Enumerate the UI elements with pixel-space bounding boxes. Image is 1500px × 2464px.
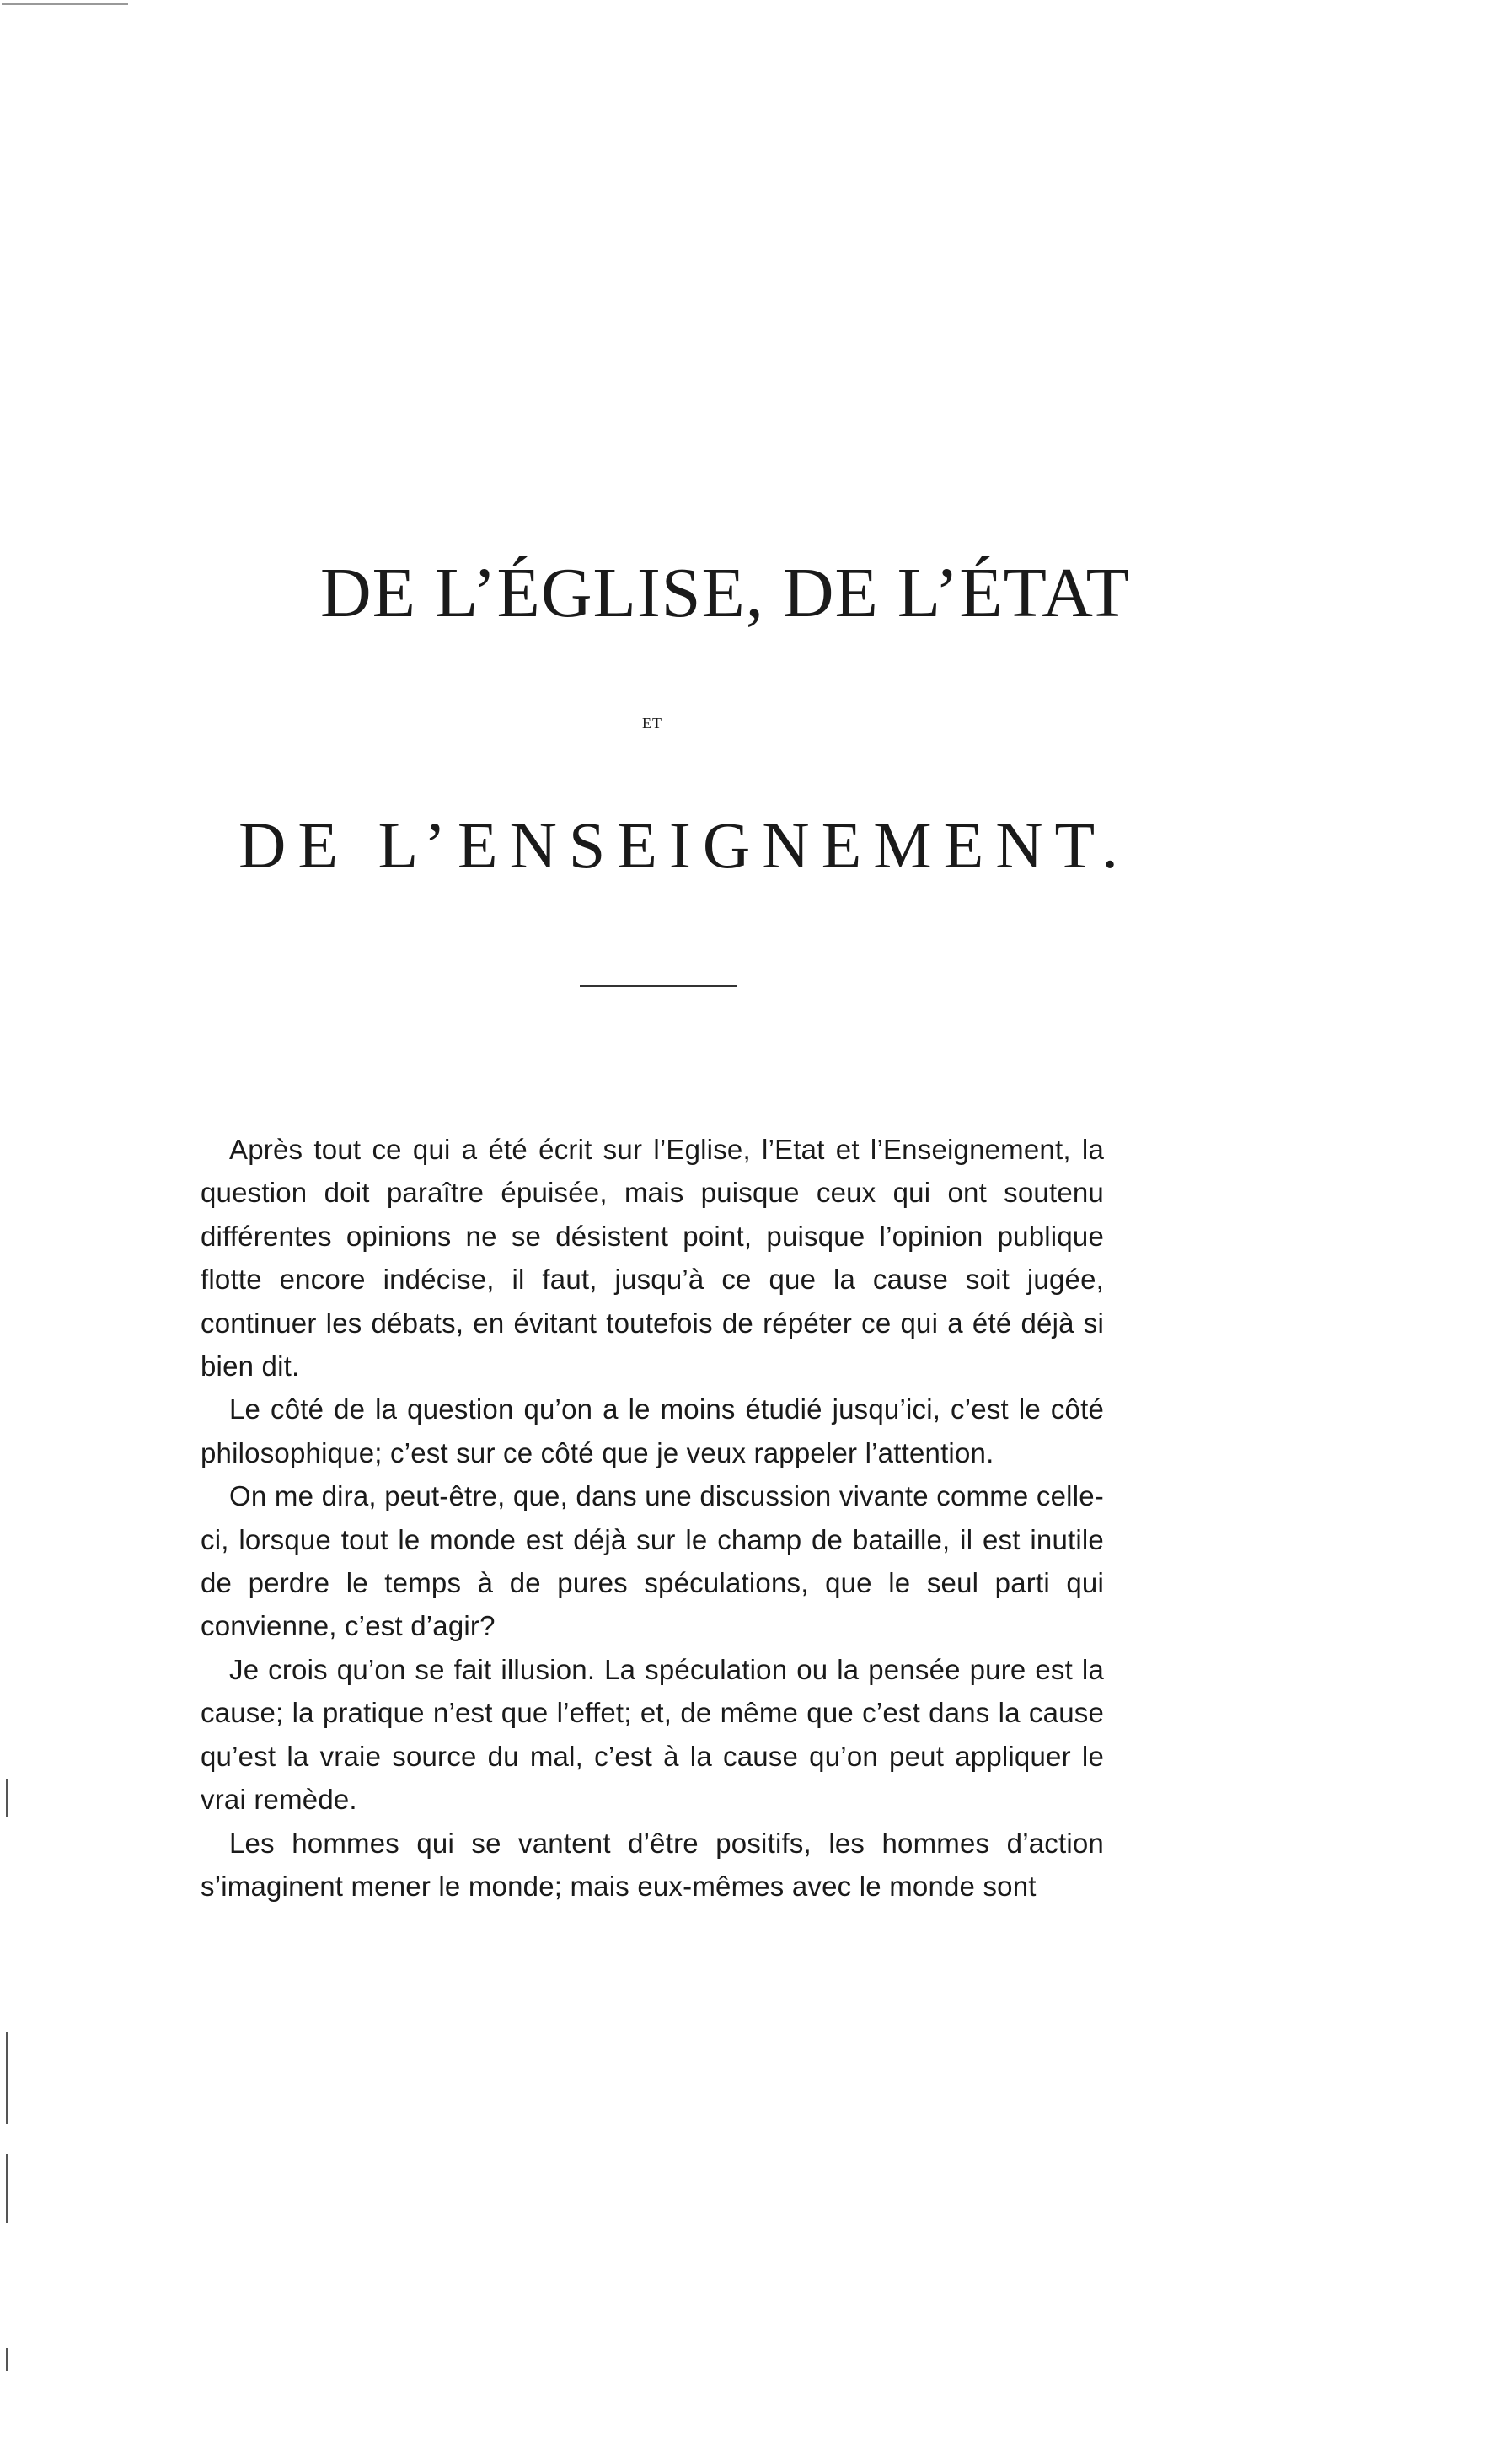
margin-mark: [6, 2032, 8, 2124]
paragraph-4: Je crois qu’on se fait illusion. La spéculation ou la pensée pure est la cause; la pratique n’est que l’effet; et, de même que c’est dans la cause qu’est la vraie source du mal, c’est à la cause qu’on peut appliquer le vrai remède.: [201, 1653, 1104, 1816]
title-divider: [580, 985, 737, 987]
paragraph-2: Le côté de la question qu’on a le moins étudié jusqu’ici, c’est le côté philosophique; c’est sur ce côté que je veux rappeler l’attention.: [201, 1393, 1104, 1468]
paragraph-3: On me dira, peut-être, que, dans une discussion vivante comme celle-ci, lorsque tout le monde est déjà sur le champ de bataille, il est inutile de perdre le temps à de pures spéculations, que le seul parti qui convienne, c’est d’agir?: [201, 1480, 1104, 1642]
title-line-2: DE L’ENSEIGNEMENT.: [238, 808, 1130, 882]
title-conjunction: ET: [642, 715, 662, 732]
paragraph-1: Après tout ce qui a été écrit sur l’Eglise, l’Etat et l’Enseignement, la question doit paraître épuisée, mais puisque ceux qui ont soutenu différentes opinions ne se désistent point, puisque l’opinion publique flotte encore indécise, il faut, jusqu’à ce que la cause soit jugée, continuer les débats, en évitant toutefois de répéter ce qui a été déjà si bien dit.: [201, 1134, 1104, 1382]
margin-mark: [6, 2154, 8, 2223]
margin-mark: [6, 2348, 8, 2371]
scan-artifact: [2, 3, 128, 5]
paragraph-5: Les hommes qui se vantent d’être positifs, les hommes d’action s’imaginent mener le monde; mais eux-mêmes avec le monde sont: [201, 1827, 1104, 1902]
title-line-1: DE L’ÉGLISE, DE L’ÉTAT: [320, 554, 1130, 632]
body-text: [201, 1128, 1104, 1908]
margin-mark: [6, 1779, 8, 1817]
